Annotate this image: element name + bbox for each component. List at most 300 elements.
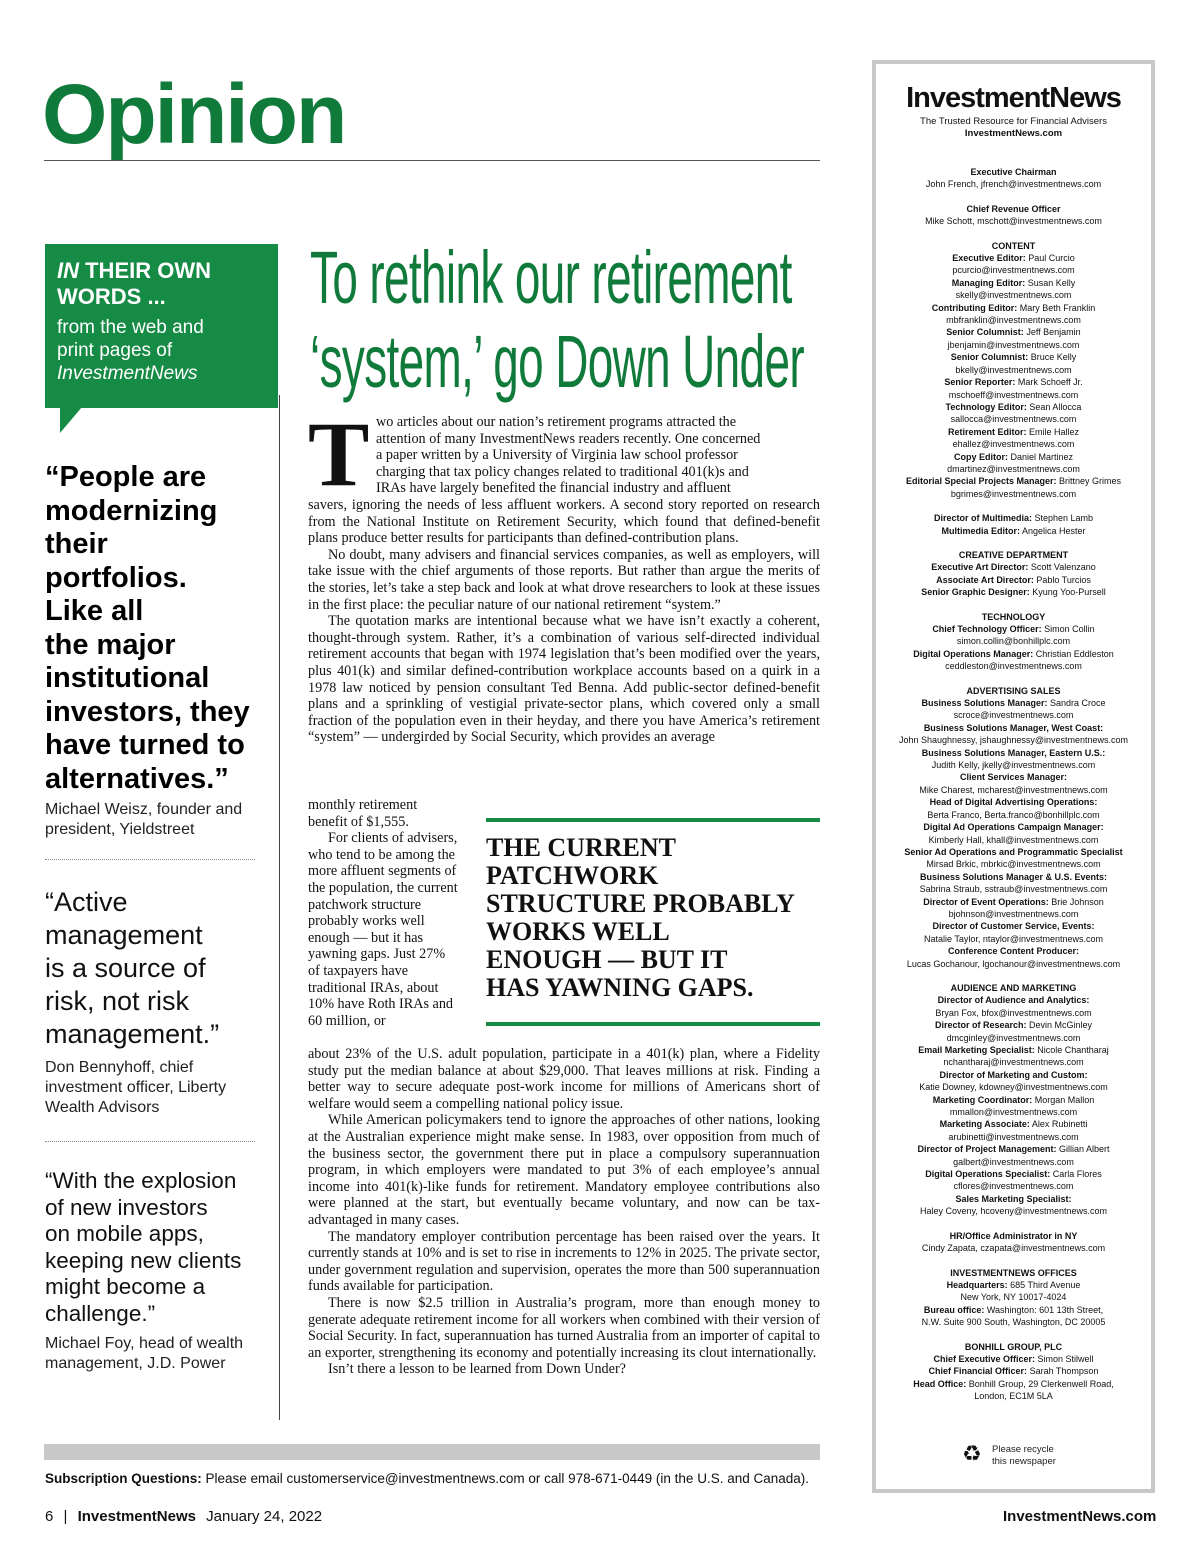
pull-quote-line: STRUCTURE PROBABLY [486,889,795,918]
article-paragraph: While American policymakers tend to ignore the approaches of other nations, looking at the Australian experience might make sense. In 1983, over opposition from much of the business sector, the government there put in place a compulsory superannuation program, in which employers were mandated to put 3% of each employee’s annual income into 401(k)-like funds for retirement. Mandatory employee contributions also were planned at the start, but eventually became voluntary, and now can be tax-advantaged in many cases. [308,1112,820,1228]
quote-1-attribution [45,800,277,840]
quote-1 [45,461,277,796]
masthead-entry-value: 685 Third Avenue [1007,1279,1081,1290]
article-paragraph: For clients of advisers, who tend to be among the more affluent segments of the population, the current patchwork structure probably works well enough — but it has yawning gaps. Just 27% of taxpayers have traditional IRAs, about 10% have Roth IRAs and 60 million, or [308,830,458,1029]
masthead-entry [880,648,1147,660]
masthead-entry [880,1094,1147,1106]
headline-line: To rethink our retirement [310,236,792,319]
box-sub-line1: from the web and [57,317,204,338]
quote-line: investors, they [45,695,250,728]
article-body-lower [308,1046,820,1378]
quote-line: their [45,528,108,560]
masthead-entry [880,1341,1147,1353]
masthead-entry [880,834,1147,846]
recycle-note [992,1444,1056,1468]
attribution-line: president, Yieldstreet [45,821,195,838]
article-paragraph: Isn’t there a lesson to be learned from Down Under? [328,1361,626,1378]
quote-line: Like all [45,595,144,627]
masthead-entry-value: skelly@investmentnews.com [955,290,1072,301]
masthead-entry-role: Director of Customer Service, Events: [932,921,1095,932]
quote-line: modernizing [45,494,218,527]
masthead-entry-value: jbenjamin@investmentnews.com [947,339,1080,350]
attribution-line: Michael Foy, head of wealth [45,1335,244,1352]
masthead-entry-role: Senior Columnist: [946,327,1024,338]
masthead-entry-role: Multimedia Editor: [941,525,1020,536]
masthead-entry [880,858,1147,870]
masthead-entry-value: Simon Collin [1041,624,1095,634]
masthead-entry [880,623,1147,635]
article-paragraph: about 23% of the U.S. adult population, participate in a 401(k) plan, where a Fidelity study put the median balance at about $29,000. That leaves millions at risk. Finding a better way to secure adequate post-work income for millions of Americans short of welfare would seem a compelling national policy issue. [308,1046,820,1112]
masthead-gap [880,537,1147,549]
article-paragraph: savers, ignoring the needs of less affluent workers. A second story reported on research from the National Institute on Retirement Security, which found that defined-benefit plans produce better results for participants than defined-contribution plans. [308,497,820,547]
masthead-entry-value: Judith Kelly, jkelly@investmentnews.com [931,760,1096,771]
masthead-logo: InvestmentNews [906,82,1121,114]
masthead-entry-value: Natalie Taylor, ntaylor@investmentnews.com [923,933,1104,944]
masthead-entry [880,759,1147,771]
masthead-entry-role: INVESTMENTNEWS OFFICES [950,1267,1077,1278]
masthead-entry [880,1378,1147,1390]
masthead-entry-value: mbfranklin@investmentnews.com [946,315,1081,326]
masthead-entry [880,1279,1147,1291]
masthead-entry [880,1069,1147,1081]
masthead-entry-value: Pablo Turcios [1033,574,1091,585]
masthead-entry [880,339,1147,351]
masthead-entry-value: sallocca@investmentnews.com [950,414,1077,425]
masthead-entry-value: Brie Johnson [1048,896,1104,907]
quote-line: challenge.” [45,1300,156,1326]
attribution-line: Wealth Advisors [45,1099,160,1116]
masthead-gap [880,970,1147,982]
masthead-entry [880,364,1147,376]
masthead-entry-role: Managing Editor: [951,277,1026,288]
masthead-entry-value: Emile Hallez [1026,426,1080,437]
masthead-staff-list [880,166,1147,1403]
article-body-upper [308,497,820,746]
masthead-entry-role: Senior Ad Operations and Programmatic Specialist [904,846,1123,857]
masthead-entry-value: Mike Charest, mcharest@investmentnews.com [919,784,1108,795]
box-subheading [57,316,266,385]
pull-quote-line: WORKS WELL [486,917,670,946]
masthead-entry [880,1081,1147,1093]
masthead-entry-value: simon.collin@bonhillplc.com [956,636,1071,647]
masthead-entry-value: Bonhill Group, 29 Clerkenwell Road, [966,1378,1114,1389]
masthead-entry-value: Bruce Kelly [1028,352,1077,363]
masthead-entry-value: bgrimes@investmentnews.com [950,488,1077,499]
masthead-entry [880,512,1147,524]
masthead-gap [880,1255,1147,1267]
column-divider [279,395,280,1420]
masthead-entry [880,1267,1147,1279]
masthead-entry [880,314,1147,326]
masthead-entry-role: Email Marketing Specialist: [918,1045,1035,1055]
box-heading-em: IN [57,258,79,283]
pull-quote-line: ENOUGH — BUT IT [486,945,728,974]
masthead-entry-role: Director of Research: [934,1020,1027,1031]
masthead-entry-value: Kyung Yoo-Pursell [1029,587,1106,598]
subscription-info [45,1471,809,1486]
masthead-entry [880,451,1147,463]
masthead-entry-role: Editorial Special Projects Manager: [905,476,1057,487]
masthead-entry [880,821,1147,833]
masthead-entry-role: Technology Editor: [945,401,1027,412]
quote-2-attribution [45,1058,277,1118]
masthead-entry-role: Marketing Coordinator: [932,1094,1033,1105]
masthead-entry-value: Susan Kelly [1025,277,1076,288]
masthead-entry-value: Scott Valenzano [1028,562,1096,573]
article-paragraph: No doubt, many advisers and financial services companies, as well as employers, will take issue with the chief arguments of those reports. But rather than argue the merits of the stories, let’s take a step back and look at what drove researchers to look at these issues in the first place: the peculiar nature of our national retirement “system.” [308,546,820,613]
pull-quote-line: PATCHWORK [486,861,659,890]
masthead-entry-value: mschoeff@investmentnews.com [948,389,1079,400]
attribution-line: management, J.D. Power [45,1355,226,1372]
masthead-entry-role: Director of Event Operations: [923,896,1049,907]
footer-site-url: InvestmentNews.com [1003,1508,1157,1525]
masthead-entry [880,463,1147,475]
masthead-entry [880,635,1147,647]
attribution-line: Michael Weisz, founder and [45,801,243,818]
masthead-entry-value: Carla Flores [1050,1169,1102,1180]
masthead-entry-role: Retirement Editor: [947,426,1027,437]
box-heading-rest: THEIR OWN [79,258,211,283]
quote-line: management [45,920,203,950]
masthead-entry-role: Chief Financial Officer: [928,1366,1028,1377]
masthead-entry [880,994,1147,1006]
masthead-entry-role: Executive Chairman [970,167,1057,177]
masthead-entry-role: Business Solutions Manager & U.S. Events: [919,871,1108,882]
masthead-entry-role: Chief Technology Officer: [932,624,1042,634]
masthead-entry-value: ehallez@investmentnews.com [952,439,1075,450]
quote-line: risk, not risk [45,986,190,1016]
masthead-entry-role: Director of Marketing and Custom: [939,1069,1088,1080]
article-headline [310,236,805,404]
masthead-gap [880,673,1147,685]
masthead-entry [880,945,1147,957]
masthead-entry-role: AUDIENCE AND MARKETING [950,982,1077,993]
folio [45,1508,322,1525]
masthead-entry [880,1156,1147,1168]
masthead-entry-value: Bryan Fox, bfox@investmentnews.com [935,1007,1092,1018]
masthead-entry-role: Business Solutions Manager, Eastern U.S.: [921,747,1106,758]
quote-line: keeping new clients [45,1247,242,1273]
masthead-entry [880,475,1147,487]
masthead-entry [880,734,1147,746]
article-body-narrow [308,797,460,1029]
masthead-entry-value: Christian Eddleston [1033,648,1114,659]
recycle-line: Please recycle [992,1444,1054,1455]
masthead-entry [880,586,1147,598]
masthead-entry [880,215,1147,227]
masthead-entry [880,896,1147,908]
masthead-entry [880,289,1147,301]
masthead-entry [880,1168,1147,1180]
masthead-entry-role: Headquarters: [946,1279,1008,1290]
masthead-entry-value: Berta Franco, Berta.franco@bonhillplc.com [927,809,1100,820]
pull-quote-rule-top [486,818,820,822]
masthead-entry-role: Business Solutions Manager: [921,698,1048,709]
masthead-entry-value: dmcginley@investmentnews.com [946,1032,1081,1043]
masthead-entry-value: Sandra Croce [1047,698,1106,709]
masthead-entry [880,958,1147,970]
quote-line: institutional [45,662,210,694]
masthead-entry-value: Jeff Benjamin [1023,327,1081,338]
masthead-entry [880,1056,1147,1068]
masthead-entry-value: Simon Stilwell [1035,1353,1094,1364]
masthead-entry [880,871,1147,883]
pull-quote-line: THE CURRENT [486,833,676,862]
masthead-entry-value: mmallon@investmentnews.com [949,1107,1078,1118]
masthead-entry [880,883,1147,895]
masthead-entry [880,166,1147,178]
masthead-entry [880,561,1147,573]
masthead-entry-role: Business Solutions Manager, West Coast: [923,722,1104,733]
masthead-entry-value: Morgan Mallon [1032,1094,1095,1105]
masthead-entry-value: Mike Schott, mschott@investmentnews.com [925,216,1102,227]
quote-line: management.” [45,1019,220,1049]
speech-tail-icon [60,407,82,433]
masthead-entry [880,525,1147,537]
masthead-entry [880,1180,1147,1192]
masthead-entry-role: Senior Columnist: [950,352,1029,363]
masthead-entry [880,351,1147,363]
masthead-entry-value: arubinetti@investmentnews.com [948,1131,1079,1142]
masthead-gap [880,191,1147,203]
intro-line: attention of many InvestmentNews readers recently. One concerned [376,430,761,447]
masthead-entry-role: Head of Digital Advertising Operations: [929,797,1098,808]
masthead-entry [880,252,1147,264]
intro-line: charging that tax policy changes related to traditional 401(k)s and [376,463,749,480]
masthead-entry-value: Brittney Grimes [1056,476,1122,487]
masthead-entry-value: Nicole Chantharaj [1034,1045,1109,1055]
masthead-entry-role: Bureau office: [923,1304,985,1315]
masthead-entry-role: Conference Content Producer: [947,946,1079,957]
pull-quote-line: HAS YAWNING GAPS. [486,973,754,1002]
masthead-entry-value: Lucas Gochanour, lgochanour@investmentnews.com [906,958,1121,969]
masthead-entry-role: Director of Audience and Analytics: [937,995,1090,1006]
masthead-entry [880,1291,1147,1303]
masthead-entry [880,1316,1147,1328]
quote-line: on mobile apps, [45,1221,204,1246]
masthead-entry-value: Daniel Martinez [1007,451,1074,462]
masthead-entry-value: Cindy Zapata, czapata@investmentnews.com [921,1243,1106,1254]
masthead-entry-value: ceddleston@investmentnews.com [945,661,1082,672]
masthead-entry-role: Digital Operations Specialist: [925,1169,1051,1180]
masthead-entry-value: Mirsad Brkic, mbrkic@investmentnews.com [926,859,1101,870]
masthead-entry [880,982,1147,994]
masthead-entry-role: Copy Editor: [953,451,1008,462]
masthead-entry [880,401,1147,413]
box-sub-line3: InvestmentNews [57,363,198,384]
quote-line: is a source of [45,953,206,983]
masthead-entry [880,277,1147,289]
masthead-entry [880,240,1147,252]
masthead-entry-value: Washington: 601 13th Street, [984,1304,1104,1315]
masthead-gap [880,1329,1147,1341]
masthead-entry [880,438,1147,450]
masthead-entry [880,685,1147,697]
masthead-entry [880,1131,1147,1143]
masthead-entry [880,376,1147,388]
masthead-entry-value: galbert@investmentnews.com [953,1156,1074,1167]
masthead-entry-value: Gillian Albert [1056,1144,1110,1155]
masthead-entry [880,1019,1147,1031]
masthead-entry [880,1365,1147,1377]
quote-line: alternatives.” [45,762,229,795]
masthead-entry-value: Kimberly Hall, khall@investmentnews.com [928,834,1099,845]
article-paragraph: There is now $2.5 trillion in Australia’s program, more than enough money to generate adequate retirement income for all workers when combined with their version of Social Security. In fact, superannuation has turned Australia from an importer of capital to an exporter, strengthening its economy and potentially increasing its clout internationally. [308,1294,820,1361]
masthead-entry-value: Stephen Lamb [1031,513,1094,524]
masthead-entry [880,1390,1147,1402]
masthead-entry-value: bkelly@investmentnews.com [955,364,1072,375]
masthead-entry [880,1353,1147,1365]
masthead-entry-value: Sean Allocca [1026,401,1082,412]
masthead-entry-value: Paul Curcio [1025,253,1075,264]
article-intro [376,414,820,497]
masthead-entry [880,1118,1147,1130]
masthead-entry-value: dmartinez@investmentnews.com [947,463,1080,474]
masthead-entry [880,178,1147,190]
tagline-text: The Trusted Resource for Financial Advisers [920,116,1107,127]
masthead-entry-value: pcurcio@investmentnews.com [952,265,1075,276]
masthead-entry [880,574,1147,586]
attribution-line: Don Bennyhoff, chief [45,1059,194,1076]
quote-3-attribution [45,1334,277,1374]
masthead-entry [880,426,1147,438]
quote-divider [45,1141,255,1142]
masthead-entry-value: John Shaughnessy, jshaughnessy@investmentnews.com [898,735,1129,746]
masthead-entry-role: Director of Project Management: [917,1144,1057,1155]
masthead-entry-role: Sales Marketing Specialist: [955,1193,1072,1204]
section-title: Opinion [42,67,346,161]
masthead-entry [880,203,1147,215]
masthead-entry-value: cflores@investmentnews.com [953,1181,1074,1192]
masthead-entry-value: Angelica Hester [1019,525,1086,536]
masthead-entry [880,611,1147,623]
subscription-label: Subscription Questions: [45,1471,202,1486]
masthead-entry-value: Katie Downey, kdowney@investmentnews.com [919,1082,1108,1093]
masthead-gap [880,228,1147,240]
masthead-entry-value: Mary Beth Franklin [1017,302,1096,313]
quote-divider [45,859,255,860]
masthead-entry-role: Client Services Manager: [959,772,1068,783]
masthead-entry-value: bjohnson@investmentnews.com [948,908,1079,919]
masthead-entry-role: Senior Graphic Designer: [921,587,1030,598]
intro-line: IRAs have largely benefited the financial industry and affluent [376,480,731,497]
masthead-entry-role: Head Office: [913,1378,967,1389]
masthead-entry-value: John French, jfrench@investmentnews.com [925,179,1102,190]
masthead-entry [880,1044,1147,1056]
masthead-entry-role: ADVERTISING SALES [966,685,1061,696]
masthead-entry [880,709,1147,721]
masthead-entry [880,846,1147,858]
masthead-entry [880,1304,1147,1316]
masthead-entry [880,697,1147,709]
masthead-entry [880,302,1147,314]
quote-line: the major [45,628,176,661]
quote-line: “Active [45,887,128,917]
masthead-entry-value: Alex Rubinetti [1029,1119,1088,1130]
masthead-entry [880,488,1147,500]
masthead-gap [880,500,1147,512]
masthead-entry-role: Associate Art Director: [936,574,1034,585]
masthead-entry [880,549,1147,561]
masthead-entry [880,809,1147,821]
masthead-entry-value: Sabrina Straub, sstraub@investmentnews.com [919,884,1108,895]
masthead-entry [880,326,1147,338]
page-number: 6 [45,1508,54,1525]
masthead-entry-role: TECHNOLOGY [981,611,1046,622]
masthead-gap [880,1218,1147,1230]
masthead-entry [880,747,1147,759]
masthead-entry-value: nchantharaj@investmentnews.com [943,1057,1084,1068]
masthead-entry-value: London, EC1M 5LA [974,1391,1053,1402]
recycle-line: this newspaper [992,1456,1056,1467]
drop-cap: T [308,403,370,505]
intro-line: wo articles about our nation’s retirement programs attracted the [376,414,737,430]
masthead-entry-value: Devin McGinley [1026,1020,1093,1031]
masthead-entry-value: N.W. Suite 900 South, Washington, DC 20005 [921,1317,1106,1328]
masthead-entry [880,1205,1147,1217]
masthead-entry [880,1032,1147,1044]
masthead-entry-role: Chief Revenue Officer [966,203,1061,214]
masthead-entry-role: Digital Operations Manager: [913,648,1034,659]
attribution-line: investment officer, Liberty [45,1079,227,1096]
masthead-entry-value: Haley Coveny, hcoveny@investmentnews.com [919,1206,1108,1217]
masthead-entry [880,1143,1147,1155]
box-heading-line2: WORDS ... [57,284,166,309]
masthead-entry-role: Executive Editor: [952,253,1026,264]
masthead-entry-role: Contributing Editor: [931,302,1018,313]
pull-quote [486,834,826,1002]
masthead-entry [880,796,1147,808]
masthead-entry [880,264,1147,276]
masthead-entry-role: Director of Multimedia: [933,513,1032,524]
masthead-tagline [876,116,1151,140]
masthead-entry [880,1007,1147,1019]
in-their-own-words-box [45,244,278,408]
quote-line: “People are [45,461,207,493]
masthead-entry-value: Sarah Thompson [1027,1366,1099,1377]
quote-line: portfolios. [45,561,187,594]
masthead-entry-value: Mark Schoeff Jr. [1015,377,1083,388]
masthead-gap [880,599,1147,611]
masthead-entry-role: Digital Ad Operations Campaign Manager: [923,822,1104,833]
quote-line: might become a [45,1274,206,1299]
quote-line: “With the explosion [45,1168,237,1193]
masthead-entry-role: Executive Art Director: [931,562,1029,573]
masthead-entry [880,933,1147,945]
masthead-entry [880,660,1147,672]
masthead-entry [880,771,1147,783]
issue-date: January 24, 2022 [206,1508,323,1525]
masthead-entry [880,784,1147,796]
quote-line: of new investors [45,1194,208,1220]
masthead-entry-role: BONHILL GROUP, PLC [964,1341,1063,1352]
article-paragraph: The quotation marks are intentional because what we have isn’t exactly a coherent, thought-through system. Rather, it’s a combination of various self-directed individual retirement accounts that began with 1974 legislation that’s been modified over the years, plus 401(k) and similar defined-contribution workplace accounts based on a quirk in a 1978 law noticed by pension consultant Ted Benna. Add public-sector defined-benefit plans and a sprinkling of vestigial private-sector plans, which covered only a small fraction of the population even in their heyday, and there you have America’s retirement “system” — undergirded by Social Security, which provides an average [308,613,820,746]
masthead-entry-role: CREATIVE DEPARTMENT [958,549,1069,560]
recycle-icon: ♻ [962,1441,982,1466]
masthead-entry-role: Chief Executive Officer: [933,1353,1035,1364]
pull-quote-rule-bottom [486,1022,820,1026]
article-paragraph: The mandatory employer contribution percentage has been raised over the years. It currently stands at 10% and is set to rise in increments to 12% in 2025. The private sector, under government regulation and supervision, operates the more than 500 superannuation funds available for participation. [308,1228,820,1295]
quote-line: have turned to [45,729,245,761]
masthead-entry-role: CONTENT [991,240,1036,251]
footer-bar [44,1444,820,1460]
quote-3 [45,1168,277,1327]
masthead-entry-value: New York, NY 10017-4024 [960,1292,1067,1303]
masthead-entry-role: HR/Office Administrator in NY [949,1230,1078,1241]
quote-2 [45,886,277,1051]
masthead-entry [880,413,1147,425]
masthead-entry [880,1242,1147,1254]
